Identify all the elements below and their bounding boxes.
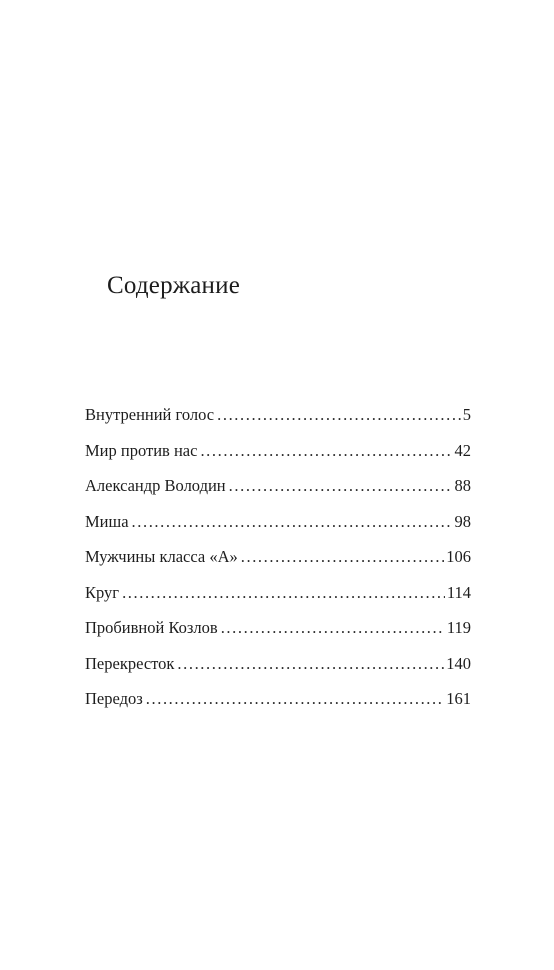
toc-entry xyxy=(85,544,471,580)
toc-entry-title: Круг xyxy=(85,582,120,602)
toc-entry-page: 119 xyxy=(446,618,471,637)
toc-dot-leader xyxy=(200,438,452,464)
toc-entry-title: Мир против нас xyxy=(85,440,198,460)
toc-entry-title: Внутренний голос xyxy=(85,405,215,424)
toc-entry-title: Перекресток xyxy=(85,653,175,673)
toc-entry-title: Пробивной Козлов xyxy=(85,618,218,637)
toc-entry-page: 140 xyxy=(446,653,471,673)
toc-dot-leader xyxy=(177,651,444,677)
toc-dot-leader xyxy=(132,509,453,535)
toc-entry-page: 98 xyxy=(454,511,471,531)
toc-entry xyxy=(85,651,471,687)
toc-entry xyxy=(85,686,471,722)
toc-entry xyxy=(85,438,471,474)
toc-entry-page: 114 xyxy=(446,582,471,602)
toc-entry-title: Миша xyxy=(85,511,129,531)
toc-dot-leader xyxy=(217,402,461,428)
toc-entry xyxy=(85,580,471,616)
toc-entry-page: 106 xyxy=(446,547,471,566)
toc-entry xyxy=(85,402,471,438)
toc-entry-page: 88 xyxy=(454,476,471,495)
toc-entry xyxy=(85,473,471,509)
toc-entry-page: 42 xyxy=(454,440,471,460)
toc-dot-leader xyxy=(241,544,445,570)
toc-dot-leader xyxy=(146,686,444,712)
table-of-contents xyxy=(85,402,471,722)
toc-entry-title: Александр Володин xyxy=(85,476,226,495)
toc-entry xyxy=(85,509,471,545)
toc-entry-title: Мужчины класса «А» xyxy=(85,547,238,566)
toc-entry xyxy=(85,615,471,651)
toc-dot-leader xyxy=(229,473,453,499)
toc-entry-page: 161 xyxy=(446,689,471,708)
toc-dot-leader xyxy=(122,580,445,606)
toc-entry-title: Передоз xyxy=(85,689,143,708)
toc-entry-page: 5 xyxy=(462,405,471,424)
toc-dot-leader xyxy=(221,615,445,641)
toc-heading: Содержание xyxy=(107,272,240,299)
